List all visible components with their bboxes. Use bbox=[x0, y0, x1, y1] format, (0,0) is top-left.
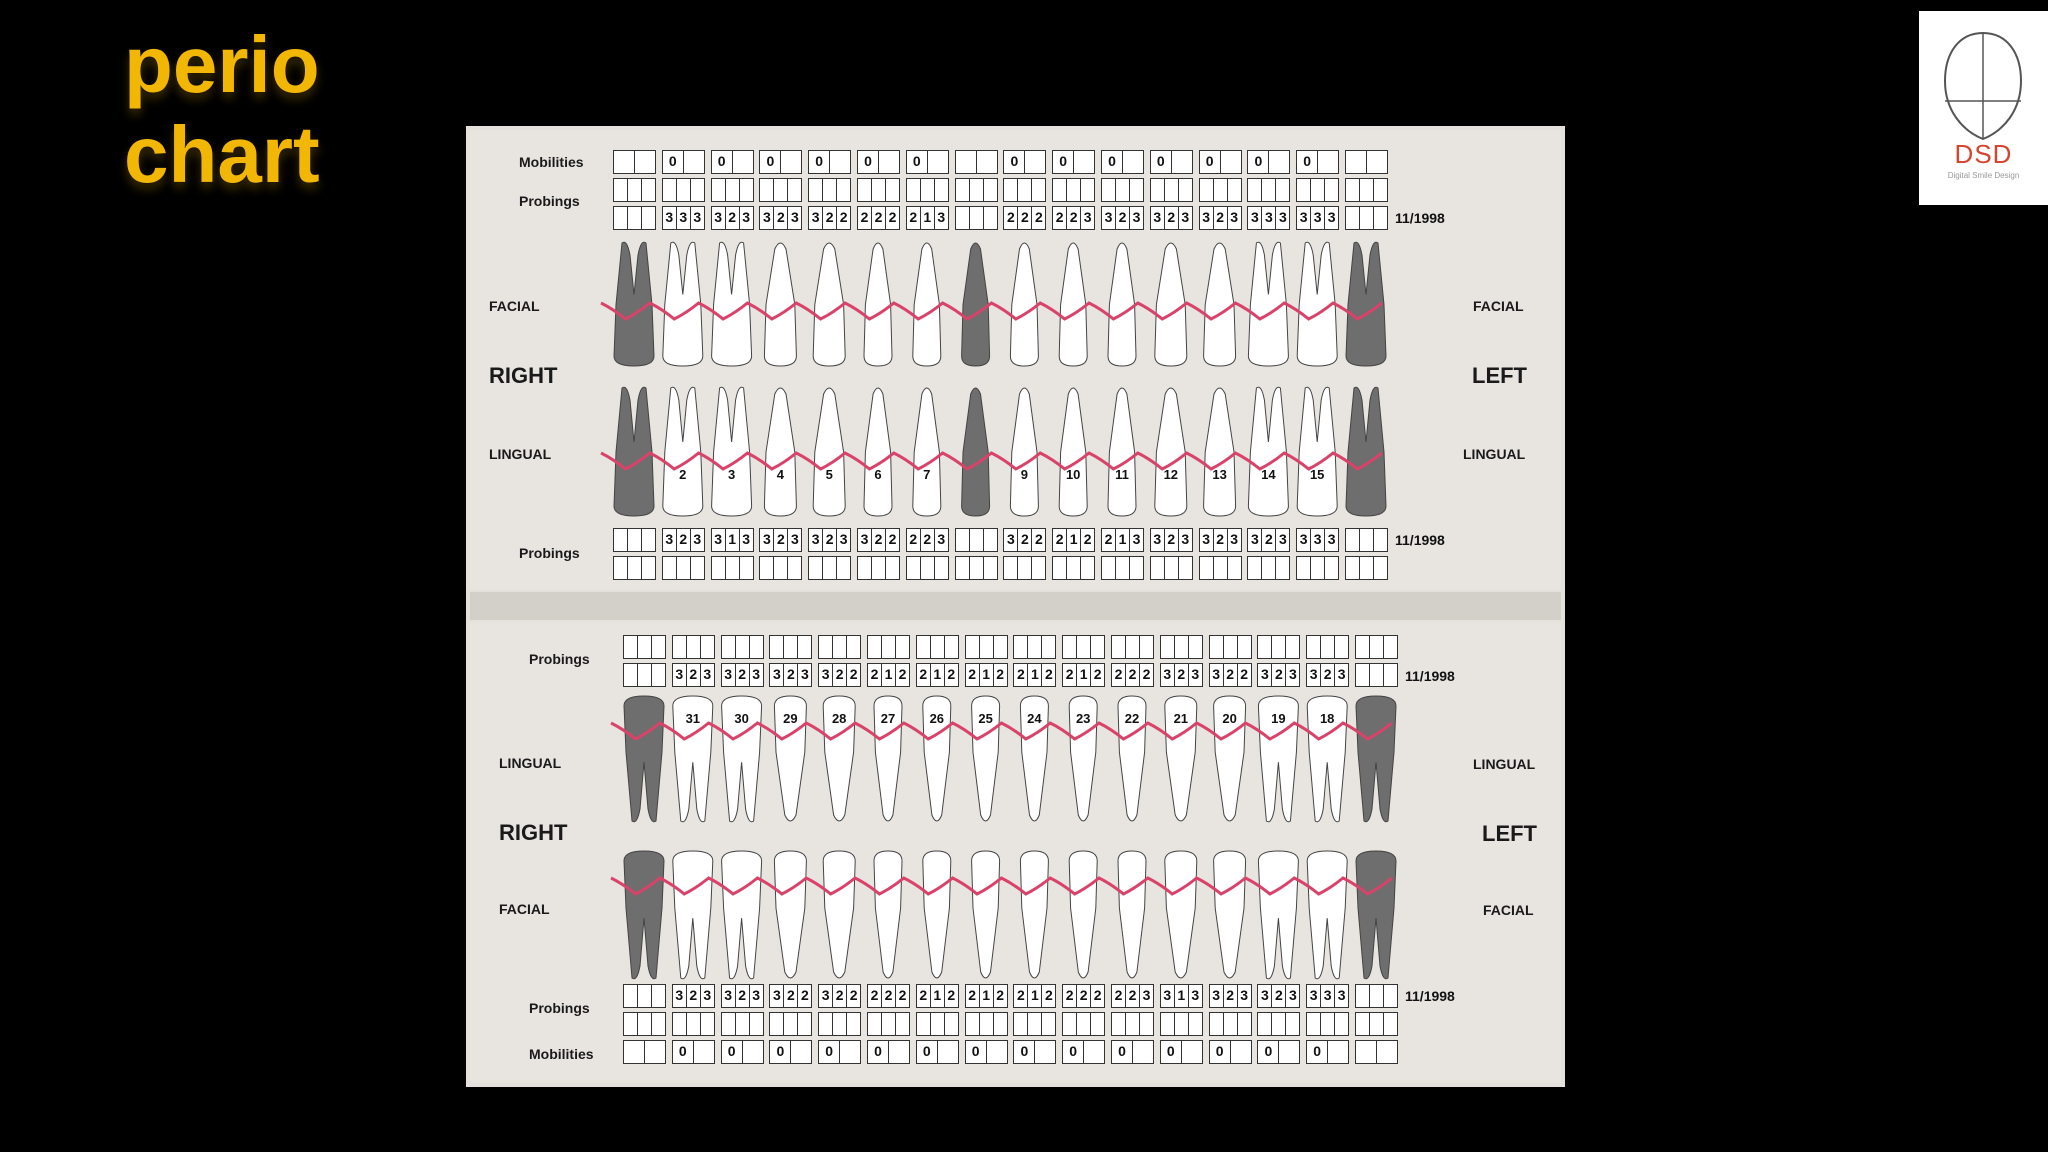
box-cell: 2 bbox=[898, 666, 907, 682]
box-cell: 2 bbox=[736, 985, 750, 1007]
box-cell: 2 bbox=[1053, 207, 1067, 229]
upper-facial-label-left: FACIAL bbox=[1473, 298, 1524, 314]
box-cell: 3 bbox=[819, 985, 833, 1007]
box-cell: 2 bbox=[784, 985, 798, 1007]
box-cell: 3 bbox=[1248, 529, 1262, 551]
tooth bbox=[712, 387, 752, 516]
box-cell: 3 bbox=[1278, 209, 1287, 225]
box-cell: 1 bbox=[726, 529, 740, 551]
box-cell: 3 bbox=[1311, 207, 1325, 229]
box-cell: 0 bbox=[1151, 151, 1172, 173]
box-cell: 0 bbox=[712, 151, 733, 173]
lower-mobilities-label: Mobilities bbox=[529, 1046, 594, 1062]
box-cell: 2 bbox=[774, 529, 788, 551]
slide-title bbox=[124, 20, 320, 200]
box-cell: 2 bbox=[1053, 529, 1067, 551]
box-cell: 0 bbox=[1248, 151, 1269, 173]
tooth bbox=[1214, 851, 1246, 978]
tooth bbox=[864, 243, 892, 366]
box-cell: 2 bbox=[888, 531, 897, 547]
box-cell: 3 bbox=[809, 207, 823, 229]
tooth-number: 28 bbox=[831, 711, 847, 726]
box-cell: 2 bbox=[888, 209, 897, 225]
box-cell: 3 bbox=[839, 531, 848, 547]
tooth-number: 2 bbox=[679, 467, 687, 482]
box-cell: 3 bbox=[937, 531, 946, 547]
tooth bbox=[1020, 851, 1048, 978]
tooth bbox=[962, 388, 990, 516]
lower-facial-label-right: FACIAL bbox=[499, 901, 550, 917]
box-cell: 2 bbox=[1018, 207, 1032, 229]
box-cell: 2 bbox=[868, 664, 882, 686]
tooth bbox=[722, 851, 762, 979]
box-cell: 3 bbox=[1230, 531, 1238, 547]
tooth bbox=[1204, 388, 1236, 516]
box-cell: 0 bbox=[819, 1041, 840, 1063]
tooth-number: 5 bbox=[825, 467, 833, 482]
box-cell: 3 bbox=[1327, 209, 1336, 225]
lower-lingual-label-left: LINGUAL bbox=[1473, 756, 1536, 772]
lower-lingual-label-right: LINGUAL bbox=[499, 755, 562, 771]
tooth-number: 26 bbox=[929, 711, 945, 726]
box-cell: 2 bbox=[1093, 987, 1102, 1003]
box-cell: 2 bbox=[1004, 207, 1018, 229]
tooth-number: 25 bbox=[978, 711, 993, 726]
box-cell: 2 bbox=[1175, 664, 1189, 686]
tooth-number: 9 bbox=[1020, 467, 1029, 482]
box-cell: 3 bbox=[1161, 664, 1175, 686]
tooth-number: 14 bbox=[1261, 467, 1276, 482]
box-cell: 2 bbox=[849, 987, 858, 1003]
box-cell: 2 bbox=[898, 987, 907, 1003]
box-cell: 2 bbox=[1014, 985, 1028, 1007]
box-cell: 0 bbox=[663, 151, 684, 173]
tooth-number: 21 bbox=[1173, 711, 1189, 726]
tooth-number: 10 bbox=[1065, 467, 1081, 482]
tooth bbox=[1297, 387, 1337, 516]
box-cell: 2 bbox=[1272, 664, 1286, 686]
box-cell: 2 bbox=[921, 529, 935, 551]
box-cell: 3 bbox=[1288, 666, 1297, 682]
tooth-number: 3 bbox=[727, 467, 736, 482]
tooth bbox=[1059, 243, 1087, 366]
box-cell: 0 bbox=[917, 1041, 938, 1063]
box-cell: 1 bbox=[1116, 529, 1130, 551]
box-cell: 2 bbox=[917, 985, 931, 1007]
box-cell: 3 bbox=[663, 207, 677, 229]
box-cell: 3 bbox=[1230, 209, 1238, 225]
box-cell: 0 bbox=[1112, 1041, 1133, 1063]
tooth bbox=[1010, 388, 1038, 516]
box-cell: 3 bbox=[712, 529, 726, 551]
lower-facial-date: 11/1998 bbox=[1405, 988, 1455, 1004]
box-cell: 2 bbox=[947, 666, 956, 682]
box-cell: 2 bbox=[736, 664, 750, 686]
tooth bbox=[1165, 851, 1197, 978]
box-cell: 3 bbox=[809, 529, 823, 551]
box-cell: 3 bbox=[1181, 531, 1190, 547]
tooth bbox=[774, 851, 806, 978]
box-cell: 1 bbox=[1028, 664, 1042, 686]
tooth-number: 11 bbox=[1115, 467, 1129, 482]
tooth-number: 31 bbox=[685, 711, 701, 726]
box-cell: 2 bbox=[907, 207, 921, 229]
box-cell: 2 bbox=[1083, 531, 1092, 547]
box-cell: 3 bbox=[1161, 985, 1175, 1007]
tooth bbox=[1108, 243, 1136, 366]
box-cell: 3 bbox=[677, 207, 691, 229]
tooth-number: 13 bbox=[1212, 467, 1227, 482]
lower-lingual-date: 11/1998 bbox=[1405, 668, 1455, 684]
box-cell: 0 bbox=[1297, 151, 1318, 173]
box-cell: 0 bbox=[1004, 151, 1025, 173]
box-cell: 2 bbox=[872, 529, 886, 551]
box-cell: 2 bbox=[1240, 666, 1248, 682]
box-cell: 3 bbox=[1102, 207, 1116, 229]
box-cell: 3 bbox=[819, 664, 833, 686]
box-cell: 3 bbox=[752, 987, 760, 1003]
upper-lingual-label-right: LINGUAL bbox=[489, 446, 552, 462]
box-cell: 2 bbox=[839, 209, 848, 225]
box-cell: 2 bbox=[1165, 529, 1179, 551]
box-cell: 0 bbox=[868, 1041, 889, 1063]
tooth bbox=[813, 243, 845, 366]
upper-right-label: RIGHT bbox=[489, 363, 558, 388]
box-cell: 3 bbox=[1321, 985, 1335, 1007]
box-cell: 3 bbox=[1248, 207, 1262, 229]
box-cell: 0 bbox=[1210, 1041, 1231, 1063]
box-cell: 0 bbox=[809, 151, 830, 173]
box-cell: 1 bbox=[931, 985, 945, 1007]
box-cell: 2 bbox=[1165, 207, 1179, 229]
tooth bbox=[764, 243, 796, 366]
box-cell: 0 bbox=[1200, 151, 1221, 173]
tooth bbox=[614, 387, 654, 516]
box-cell: 2 bbox=[1321, 664, 1335, 686]
tooth bbox=[1155, 243, 1187, 366]
tooth bbox=[1356, 851, 1396, 979]
box-cell: 3 bbox=[1278, 531, 1287, 547]
box-cell: 3 bbox=[1297, 529, 1311, 551]
box-cell: 3 bbox=[1307, 664, 1321, 686]
box-cell: 3 bbox=[1337, 666, 1346, 682]
box-cell: 2 bbox=[1214, 529, 1228, 551]
face-outline-icon bbox=[1919, 11, 2048, 141]
box-cell: 3 bbox=[1181, 209, 1190, 225]
box-cell: 3 bbox=[693, 209, 702, 225]
box-cell: 3 bbox=[790, 209, 799, 225]
box-cell: 2 bbox=[1224, 664, 1238, 686]
tooth bbox=[1258, 851, 1298, 979]
tooth bbox=[823, 851, 855, 978]
box-cell: 0 bbox=[858, 151, 879, 173]
tooth-number: 18 bbox=[1319, 711, 1335, 726]
box-cell: 2 bbox=[784, 664, 798, 686]
upper-mobilities-label: Mobilities bbox=[519, 154, 584, 170]
box-cell: 0 bbox=[760, 151, 781, 173]
box-cell: 3 bbox=[1200, 207, 1214, 229]
box-cell: 2 bbox=[1102, 529, 1116, 551]
box-cell: 3 bbox=[1210, 664, 1224, 686]
tooth bbox=[1307, 851, 1347, 979]
box-cell: 3 bbox=[770, 664, 784, 686]
tooth bbox=[813, 388, 845, 516]
box-cell: 3 bbox=[760, 529, 774, 551]
box-cell: 3 bbox=[800, 666, 809, 682]
box-cell: 2 bbox=[1126, 664, 1140, 686]
box-cell: 3 bbox=[937, 209, 946, 225]
tooth-number: 27 bbox=[880, 711, 896, 726]
box-cell: 2 bbox=[1272, 985, 1286, 1007]
box-cell: 1 bbox=[1028, 985, 1042, 1007]
box-cell: 0 bbox=[722, 1041, 743, 1063]
box-cell: 2 bbox=[872, 207, 886, 229]
box-cell: 3 bbox=[1132, 531, 1141, 547]
perio-chart bbox=[466, 126, 1565, 1087]
lower-facial-label-left: FACIAL bbox=[1483, 902, 1534, 918]
box-cell: 2 bbox=[1112, 985, 1126, 1007]
upper-lingual-label-left: LINGUAL bbox=[1463, 446, 1526, 462]
tooth-number: 24 bbox=[1027, 711, 1042, 726]
box-cell: 2 bbox=[917, 664, 931, 686]
box-cell: 3 bbox=[722, 985, 736, 1007]
box-cell: 3 bbox=[673, 985, 687, 1007]
box-cell: 0 bbox=[1063, 1041, 1084, 1063]
box-cell: 3 bbox=[1142, 987, 1151, 1003]
box-cell: 3 bbox=[1307, 985, 1321, 1007]
tooth-number: 23 bbox=[1075, 711, 1091, 726]
box-cell: 2 bbox=[1262, 529, 1276, 551]
box-cell: 2 bbox=[1018, 529, 1032, 551]
teeth-diagram bbox=[466, 126, 1565, 1087]
upper-lingual-date: 11/1998 bbox=[1395, 532, 1445, 548]
box-cell: 2 bbox=[774, 207, 788, 229]
box-cell: 3 bbox=[693, 531, 702, 547]
box-cell: 1 bbox=[980, 985, 994, 1007]
box-cell: 2 bbox=[996, 987, 1004, 1003]
box-cell: 2 bbox=[1093, 666, 1102, 682]
box-cell: 2 bbox=[858, 207, 872, 229]
title-line-1: perio bbox=[124, 20, 320, 109]
box-cell: 3 bbox=[1258, 664, 1272, 686]
upper-facial-label-right: FACIAL bbox=[489, 298, 540, 314]
tooth bbox=[962, 243, 990, 366]
tooth bbox=[1248, 387, 1288, 516]
box-cell: 3 bbox=[1240, 987, 1248, 1003]
box-cell: 2 bbox=[1067, 207, 1081, 229]
tooth bbox=[923, 851, 951, 978]
box-cell: 1 bbox=[931, 664, 945, 686]
tooth bbox=[1155, 388, 1187, 516]
box-cell: 3 bbox=[1004, 529, 1018, 551]
box-cell: 3 bbox=[703, 666, 712, 682]
box-cell: 2 bbox=[907, 529, 921, 551]
box-cell: 1 bbox=[882, 664, 896, 686]
box-cell: 2 bbox=[1116, 207, 1130, 229]
box-cell: 2 bbox=[1063, 664, 1077, 686]
tooth-number: 7 bbox=[923, 467, 931, 482]
box-cell: 2 bbox=[800, 987, 809, 1003]
box-cell: 2 bbox=[823, 207, 837, 229]
box-cell: 3 bbox=[712, 207, 726, 229]
box-cell: 3 bbox=[742, 531, 750, 547]
box-cell: 0 bbox=[1053, 151, 1074, 173]
tooth-number: 4 bbox=[776, 467, 785, 482]
box-cell: 0 bbox=[1014, 1041, 1035, 1063]
title-line-2: chart bbox=[124, 110, 320, 199]
tooth bbox=[1069, 851, 1097, 978]
upper-lingual-probings-label: Probings bbox=[519, 545, 580, 561]
tooth bbox=[1356, 696, 1396, 822]
box-cell: 0 bbox=[673, 1041, 694, 1063]
tooth bbox=[913, 388, 941, 516]
box-cell: 0 bbox=[1161, 1041, 1182, 1063]
box-cell: 2 bbox=[833, 985, 847, 1007]
box-cell: 2 bbox=[1126, 985, 1140, 1007]
box-cell: 3 bbox=[742, 209, 750, 225]
box-cell: 2 bbox=[687, 985, 701, 1007]
tooth bbox=[1108, 388, 1136, 516]
box-cell: 2 bbox=[1044, 987, 1053, 1003]
tooth-number: 15 bbox=[1309, 467, 1325, 482]
box-cell: 0 bbox=[770, 1041, 791, 1063]
box-cell: 3 bbox=[1151, 207, 1165, 229]
box-cell: 3 bbox=[752, 666, 760, 682]
box-cell: 2 bbox=[966, 985, 980, 1007]
tooth bbox=[624, 696, 664, 822]
box-cell: 2 bbox=[1224, 985, 1238, 1007]
box-cell: 2 bbox=[849, 666, 858, 682]
box-cell: 3 bbox=[790, 531, 799, 547]
box-cell: 3 bbox=[663, 529, 677, 551]
tooth bbox=[1059, 388, 1087, 516]
box-cell: 3 bbox=[1151, 529, 1165, 551]
box-cell: 2 bbox=[1034, 531, 1043, 547]
box-cell: 3 bbox=[1258, 985, 1272, 1007]
box-cell: 3 bbox=[1311, 529, 1325, 551]
tooth bbox=[1118, 851, 1146, 978]
tooth bbox=[663, 387, 703, 516]
box-cell: 1 bbox=[1077, 664, 1091, 686]
box-cell: 3 bbox=[1288, 987, 1297, 1003]
box-cell: 2 bbox=[1214, 207, 1228, 229]
box-cell: 3 bbox=[673, 664, 687, 686]
box-cell: 3 bbox=[1297, 207, 1311, 229]
box-cell: 3 bbox=[722, 664, 736, 686]
box-cell: 3 bbox=[770, 985, 784, 1007]
lower-facial-probings-label: Probings bbox=[529, 1000, 590, 1016]
logo-text: DSD bbox=[1954, 139, 2013, 169]
box-cell: 2 bbox=[947, 987, 956, 1003]
box-cell: 2 bbox=[726, 207, 740, 229]
box-cell: 2 bbox=[677, 529, 691, 551]
box-cell: 2 bbox=[1034, 209, 1043, 225]
box-cell: 2 bbox=[823, 529, 837, 551]
box-cell: 2 bbox=[966, 664, 980, 686]
dsd-logo bbox=[1919, 11, 2048, 205]
tooth bbox=[1204, 243, 1236, 366]
logo-subtext: Digital Smile Design bbox=[1947, 171, 2020, 180]
box-cell: 3 bbox=[1191, 666, 1200, 682]
tooth bbox=[764, 388, 796, 516]
box-cell: 1 bbox=[921, 207, 935, 229]
tooth bbox=[972, 851, 1000, 978]
box-cell: 3 bbox=[858, 529, 872, 551]
box-cell: 2 bbox=[1014, 664, 1028, 686]
box-cell: 3 bbox=[1327, 531, 1336, 547]
tooth-number: 29 bbox=[783, 711, 798, 726]
tooth-number: 12 bbox=[1163, 467, 1179, 482]
box-cell: 2 bbox=[1044, 666, 1053, 682]
upper-left-label: LEFT bbox=[1472, 363, 1527, 388]
box-cell: 0 bbox=[966, 1041, 987, 1063]
box-cell: 2 bbox=[1077, 985, 1091, 1007]
box-cell: 1 bbox=[980, 664, 994, 686]
box-cell: 0 bbox=[1307, 1041, 1328, 1063]
box-cell: 2 bbox=[1142, 666, 1151, 682]
box-cell: 2 bbox=[1112, 664, 1126, 686]
tooth bbox=[1010, 243, 1038, 366]
box-cell: 1 bbox=[1067, 529, 1081, 551]
lower-lingual-probings-label: Probings bbox=[529, 651, 590, 667]
box-cell: 1 bbox=[1175, 985, 1189, 1007]
tooth bbox=[624, 851, 664, 979]
box-cell: 0 bbox=[1258, 1041, 1279, 1063]
tooth-number: 22 bbox=[1124, 711, 1140, 726]
box-cell: 3 bbox=[1132, 209, 1141, 225]
box-cell: 3 bbox=[1262, 207, 1276, 229]
box-cell: 0 bbox=[907, 151, 928, 173]
box-cell: 2 bbox=[1063, 985, 1077, 1007]
box-cell: 2 bbox=[868, 985, 882, 1007]
box-cell: 0 bbox=[1102, 151, 1123, 173]
tooth-number: 19 bbox=[1271, 711, 1286, 726]
upper-facial-probings-label: Probings bbox=[519, 193, 580, 209]
tooth-number: 6 bbox=[874, 467, 882, 482]
box-cell: 3 bbox=[1083, 209, 1092, 225]
tooth bbox=[913, 243, 941, 366]
box-cell: 2 bbox=[996, 666, 1004, 682]
tooth-number: 20 bbox=[1222, 711, 1237, 726]
tooth bbox=[673, 851, 713, 979]
lower-right-label: RIGHT bbox=[499, 820, 568, 845]
tooth bbox=[1346, 387, 1386, 516]
box-cell: 2 bbox=[687, 664, 701, 686]
box-cell: 3 bbox=[1200, 529, 1214, 551]
box-cell: 3 bbox=[1337, 987, 1346, 1003]
box-cell: 2 bbox=[833, 664, 847, 686]
box-cell: 2 bbox=[882, 985, 896, 1007]
lower-left-label: LEFT bbox=[1482, 821, 1537, 846]
tooth bbox=[864, 388, 892, 516]
box-cell: 3 bbox=[1210, 985, 1224, 1007]
tooth bbox=[874, 851, 902, 978]
box-cell: 3 bbox=[760, 207, 774, 229]
tooth-number: 30 bbox=[734, 711, 749, 726]
upper-facial-date: 11/1998 bbox=[1395, 210, 1445, 226]
box-cell: 3 bbox=[1191, 987, 1200, 1003]
box-cell: 3 bbox=[703, 987, 712, 1003]
